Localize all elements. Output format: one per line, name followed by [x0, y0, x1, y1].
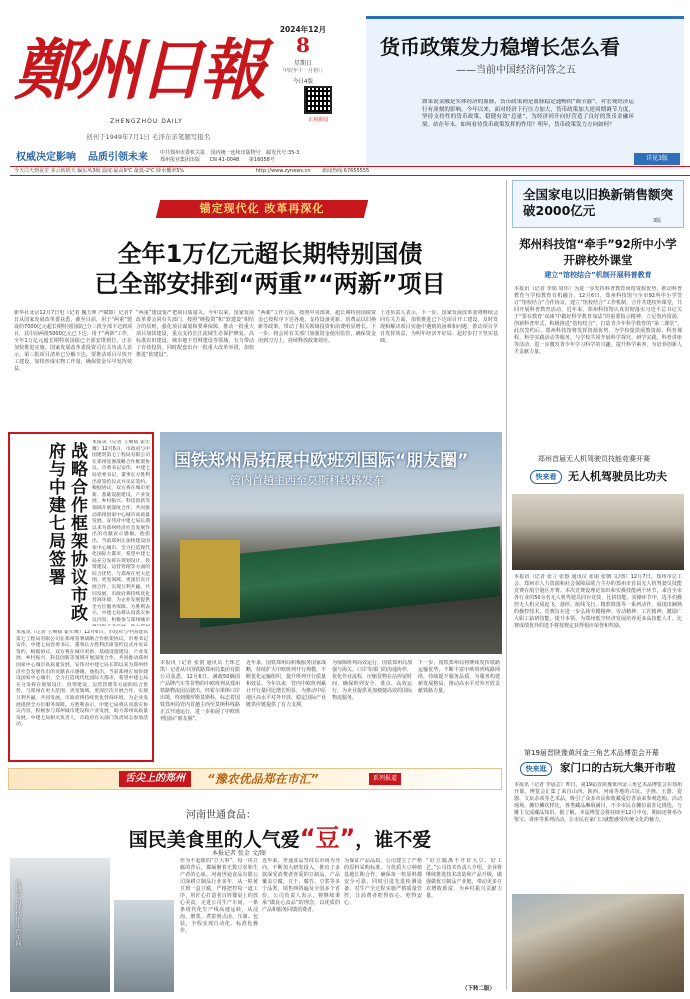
- food-body-col4: “好豆腐离不开好大豆、好工艺。”公司技术负责人介绍，企业将继续推进技术改造和产品升级，做强做优豆制品产业链，带动更多豆农增收致富，为乡村振兴贡献力量。: [426, 858, 502, 899]
- strategic-body-bottom: 本报讯（记者 王赐斌 霍宏鹰）12月6日，市政府与中国建筑第七工程局有限公司在郑州签署战略合作框架协议。市委书记安伟，中建七局党委书记、董事长方胜利出席签约仪式并见证签约。根据协议，双方将在城市更新、基础设施建设、产业发展、乡村振兴、科技创新等领域开展深度合作，共同推动郑州国家中心城市高质量发展。安伟对中建七局长期以来为郑州经济社会发展作出的贡献表示感谢。他指出，当前郑州正加快建设国家中心城市，全力打造现代化国际大都市，希望中建七局充分发挥在规划设计、投资建设、运营管理等方面的综合优势，与郑州在更大范围、更宽领域、更深层次开展合作，实现互利共赢、共同发展。市政府将持续优化营商环境，为企业发展提供全方位服务保障。方胜利表示，中建七局将认真落实协议内容，积极参与郑州城市建设和产业发展，助力郑州高质量发展。中建七局相关负责人，市政府有关部门负责同志参加活动。: [16, 630, 148, 728]
- food-body-col3: 为保证产品品质，公司建立了严格的原料采购标准，与优质大豆种植基地长期合作，确保每一粒原料都安全可靠。同时引进先进检测设备，对生产全过程实施严格质量管控，让消费者吃得放心、吃得安心。: [344, 858, 422, 906]
- date-lunar: 甲辰年十一月初八: [282, 68, 323, 74]
- power-title: 全国家电以旧换新销售额突破2000亿元: [523, 187, 674, 218]
- food-banner-quote: “豫农优品郑在市汇”: [207, 772, 319, 786]
- train-title: 国铁郑州局拓展中欧班列国际“朋友圈”: [174, 451, 469, 471]
- train-body-col3: 为保障班列高效运行，国铁郑州局加强与海关、口岸等部门的沟通协作，优化作业流程，压缩货物在站停留时间，确保班列安全、准点、高效运行，为企业提供更加便捷高效的国际物流服务。: [332, 660, 412, 701]
- power-box[interactable]: [512, 180, 684, 228]
- robot-title[interactable]: 无人机驾驶员比功夫: [568, 470, 667, 483]
- food-continued[interactable]: （下转二版）: [462, 986, 496, 992]
- train-front: [180, 540, 240, 618]
- kicker-text: 锚定现代化 改革再深化: [199, 202, 325, 215]
- train-body: [200, 526, 500, 628]
- date-year-month: 2024年12月: [279, 25, 327, 34]
- cn-code: CN 41-0048: [209, 157, 240, 163]
- food-kicker: 河南世通食品：: [186, 810, 256, 821]
- power-link[interactable]: 3版: [653, 218, 662, 224]
- food-banner[interactable]: [8, 768, 502, 790]
- top-banner-link[interactable]: 详见3版: [634, 153, 680, 165]
- column-divider: [506, 180, 507, 990]
- date-day: 8: [296, 33, 310, 57]
- museum-sub: 建立“馆校结合”机制开展科普教育: [544, 271, 652, 279]
- train-body-col2: 近年来，国铁郑州局积极服务国家战略，持续扩大中欧班列开行规模，不断优化运输组织，提升班列开行质量和效益。今年以来，管内中欧班列累计开行量同比增长明显，为推动中原地区高水平对外开放、稳定国际产业链供应链提供了有力支撑。: [246, 660, 326, 708]
- ancient-photo[interactable]: [512, 894, 684, 992]
- ancient-title[interactable]: 家门口的古玩大集开市啦: [560, 762, 676, 774]
- robot-tag: 快来看: [530, 470, 562, 484]
- lead-headline-line2[interactable]: 已全部安排到“两重”“两新”项目: [94, 270, 446, 298]
- lead-body-col2: “两重”建设要严把项目质量关。今年以来，国家发展改革委会同有关部门，按照“硬投资”和“软建设”相结合的原则，强化项目谋划和要素保障，推动一批重大项目加快建设，重点支持长江流域生态保护修复、高标准农田建设、城市地下管网建设等领域，有力带动了有效投资。同时配套出台一批重大改革举措，加快推进“软建设”。: [136, 310, 254, 358]
- lead-body-col3: “两新”工作方面，按照中央部署，超长期特别国债资金已按程序下达各地，支持设备更新、消费品以旧换新等政策，带动了相关领域投资和消费明显增长。下一步，将会同有关部门加强资金使用监管，确保资金用到刀刃上，持续释放政策效应。: [258, 310, 376, 344]
- cn-label: 国内统一连续出版物号: [210, 150, 261, 156]
- strategic-headline: 战略合作框架协议市政府与中建七局签署: [45, 442, 87, 622]
- top-banner[interactable]: [366, 16, 684, 170]
- sponsor1: 中共郑州市委机关报: [160, 150, 206, 156]
- lead-headline-line1[interactable]: 全年1万亿元超长期特别国债: [117, 240, 423, 268]
- food-body-col2: 近年来，世通食品坚持以市场为导向，不断加大研发投入，推出了多款深受消费者喜爱的豆制品，产品覆盖豆腐、豆干、腐竹、豆浆等多个品类，销售网络遍及全国多个省份。公司负责人表示，将继续秉承“做良心食品”的理念，以优质的产品和服务回馈消费者。: [262, 858, 340, 913]
- museum-body: 本报讯（记者 李娟 周伟）为进一步发挥科普教育场馆资源优势，推动科普教育与学校教育有机融合，12月6日，郑州科技馆与全市92所中小学签订“馆校结合”合作协议，建立“馆校结合”工作机制，合作共建校外课堂，共同开展科普教育活动。近年来，郑州科技馆认真贯彻落实习近平总书记关于“要在教育‘双减’中做好科学教育加法”的重要指示精神，立足馆内资源，创新科普形式，积极推进“馆校结合”，打造青少年科学教育的“第二课堂”。此次签约后，郑州科技馆将发挥资源优势，为学校提供展教资源、科普课程、科学实践活动等服务，与学校共同开展科学探究、研学实践、科普讲座等活动，进一步激发青少年学习科学的兴趣，提升科学素养，为培养创新人才贡献力量。: [514, 286, 682, 355]
- food-title[interactable]: [70, 818, 490, 853]
- food-photo-caption: 世通公司现代化生产车间: [14, 880, 21, 946]
- train-photo[interactable]: [160, 432, 502, 654]
- food-banner-tag: 系列报道: [369, 773, 401, 785]
- hotline: 新闻热线:67655555: [322, 168, 370, 174]
- food-byline: 本报记者 张金 文/图: [212, 850, 266, 857]
- food-title-dou: “豆”: [299, 824, 356, 852]
- robot-body: 本报讯（记者 张立 张惠 通讯员 张丽 张朝 文/图）12月7日，郑州市总工会、郑州市人力资源和社会保障局联合主办的郑州市首届无人机驾驶员技能竞赛在航空港区开赛。本次竞赛设理论知识和实操技能两个环节，来自全市各行业的50余名无人机驾驶员同台竞技，比拼技能。实操环节中，选手们操控无人机完成起飞、悬停、航线飞行、精准降落等一系列动作，展现出娴熟的操控技术。竞赛旨在进一步弘扬劳模精神、劳动精神、工匠精神，激励广大职工钻研技能、提升本领，为郑州低空经济发展培养更多高技能人才。比赛成绩优异的选手将按规定获得相应荣誉和奖励。: [514, 574, 682, 629]
- publisher-info: [160, 150, 340, 164]
- train-subtitle: 管内首趟主西至莫斯科线路发车: [230, 474, 384, 487]
- robot-kicker: 郑州首届无人机驾驶员技能竞赛开赛: [538, 455, 650, 463]
- food-banner-title: 舌尖上的郑州: [119, 771, 191, 787]
- top-banner-summary: 如果说金融是实体经济的血脉，货币政策则是血脉稳定通畅的“调节器”。对宏观经济运行有深刻的影响。今年以来，面对经济下行压力加大，货币政策加大逆周期调节力度，坚持支持性的货币政策，稳健有效“总量”，为经济回升向好营造了良好的货币金融环境。站在年末，如何看待货币政策发挥的作用？明年，货币政策发力方向如何？: [422, 99, 634, 128]
- ancient-tag: 快来逛: [520, 762, 552, 776]
- founded-note: 创刊于1949年7月1日 毛泽东亲笔题写报名: [86, 133, 211, 141]
- food-photo-main[interactable]: [10, 858, 110, 992]
- qr-caption: 正观新闻: [307, 117, 328, 123]
- ancient-body: 本报讯（记者 李晨芸）昨日，第19届晋陕豫黄河金三角艺术品博览会在郑州开幕。博览会汇集了来自山西、陕西、河南等地的古玩、字画、玉器、瓷器、文玩杂项等艺术品，吸引了众多市民和收藏爱好者前来参观选购。活动现场，摊位鳞次栉比，各类藏品琳琅满目，不少市民在摊位前驻足挑选，与摊主交流藏品知识。据了解，本届博览会将持续至12月中旬，期间还将举办鉴宝、讲座等系列活动，让市民在家门口就能感受传统文化的魅力。: [514, 782, 682, 823]
- lead-body-col4: 上述负责人表示，下一步，国家发展改革委将继续会同有关方面，加快推进已下达项目开工建设，及时发现和解决项目实施中遇到的困难和问题，推动项目早日发挥效益，为明年经济开好局、起好步打下坚实基础。: [380, 310, 498, 344]
- top-banner-subtitle: ——当前中国经济问答之五: [456, 65, 576, 76]
- lead-body-col1: 新华社北京12月7日电（记者 魏玉坤 严赋憬）记者7日从国家发展改革委获悉，截至目前，用于“两重”建设的7000亿元超长期特别国债已分三批全部下达到项目，其中前两批5000亿元已下达；用于“两新”工作，全年1万亿元超长期特别国债已全部安排到位，正在加快推进实施。国家发展改革委投资司有关负责人表示，第三批项目清单已分解下达，要推动项目尽快开工建设，加快形成实物工作量，确保资金尽早发挥效益。: [14, 310, 132, 372]
- strategic-box[interactable]: [8, 432, 154, 762]
- food-title-b: ，谁不爱: [355, 829, 432, 851]
- date-weekday: 星期日: [293, 60, 312, 67]
- top-banner-title: 货币政策发力稳增长怎么看: [380, 35, 620, 59]
- robot-photo[interactable]: [512, 494, 684, 570]
- train-body-col4: 下一步，国铁郑州局将继续发挥铁路运输优势，不断丰富中欧班列线路网络，持续提升服务品质，为服务构建新发展格局、推动高水平对外开放贡献铁路力量。: [418, 660, 500, 694]
- website-link[interactable]: http://www.zynews.cn: [255, 168, 311, 174]
- weather-text: 今天白天到夜里 多云转阴天 偏东风3级 温度:最高9℃ 最低-2℃ 降水概率5%: [14, 168, 185, 174]
- newspaper-logo: 鄭州日報: [14, 31, 262, 109]
- postal-label: 邮发代号:35-3: [266, 150, 300, 156]
- museum-title[interactable]: 郑州科技馆“牵手”92所中小学开辟校外课堂: [519, 237, 677, 267]
- weather-strip: [10, 166, 690, 176]
- food-body-col1: 作为不起眼的“豆大事”，每一块豆腐的背后，都凝聚着无数豆农和生产者的心血。河南世通食品有限公司深耕豆制品行业多年，从一粒黄豆到一盒豆腐，严格把控每一道工序，用匠心打造老百姓餐桌上的放心美食。走进公司生产车间，一条条现代化生产线高速运转，从浸泡、磨浆、煮浆到点卤、压制、包装，全程实现自动化、标准化操作。: [180, 858, 258, 934]
- train-body-col1: 本报讯（记者 张倩 通讯员 王珠艺凯）记者从中国铁路郑州局集团有限公司获悉，12月6日，满载50辆国产品牌汽车等货物的中欧班列从郑州铁路物流园站驶出，经霍尔果斯口岸出境，终到俄罗斯莫斯科，标志着国铁郑州局管内首趟主西至莫斯科线路正式开通运行，进一步拓展了中欧班列国际“朋友圈”。: [160, 660, 240, 722]
- slogan-mid: 品质引领未来: [88, 152, 148, 163]
- ancient-kicker: 第19届晋陕豫黄河金三角艺术品博览会开幕: [524, 749, 659, 757]
- logo-pinyin: ZHENGZHOU DAILY: [110, 118, 183, 125]
- sponsor2: 郑州报业集团出版: [160, 157, 201, 163]
- code-no: 第16058号: [248, 157, 275, 163]
- page-count: 今日4版: [293, 79, 313, 85]
- food-title-a: 国民美食里的人气爱: [128, 829, 300, 851]
- slogan-left: 权威决定影响: [16, 152, 76, 163]
- food-photo-small[interactable]: [114, 900, 174, 992]
- strategic-body-top: 本报讯（记者 王赐斌 霍宏鹰）12月6日，市政府与中国建筑第七工程局有限公司在郑州签署战略合作框架协议。市委书记安伟，中建七局党委书记、董事长方胜利出席签约仪式并见证签约。根据协议，双方将在城市更新、基础设施建设、产业发展、乡村振兴、科技创新等领域开展深度合作，共同推动郑州国家中心城市高质量发展。安伟对中建七局长期以来为郑州经济社会发展作出的贡献表示感谢。他指出，当前郑州正加快建设国家中心城市，全力打造现代化国际大都市，希望中建七局充分发挥在规划设计、投资建设、运营管理等方面的综合优势，与郑州在更大范围、更宽领域、更深层次开展合作，实现互利共赢、共同发展。市政府将持续优化营商环境，为企业发展提供全方位服务保障。方胜利表示，中建七局将认真落实协议内容，积极参与郑州城市: [92, 440, 150, 624]
- qr-code-icon[interactable]: [304, 86, 332, 114]
